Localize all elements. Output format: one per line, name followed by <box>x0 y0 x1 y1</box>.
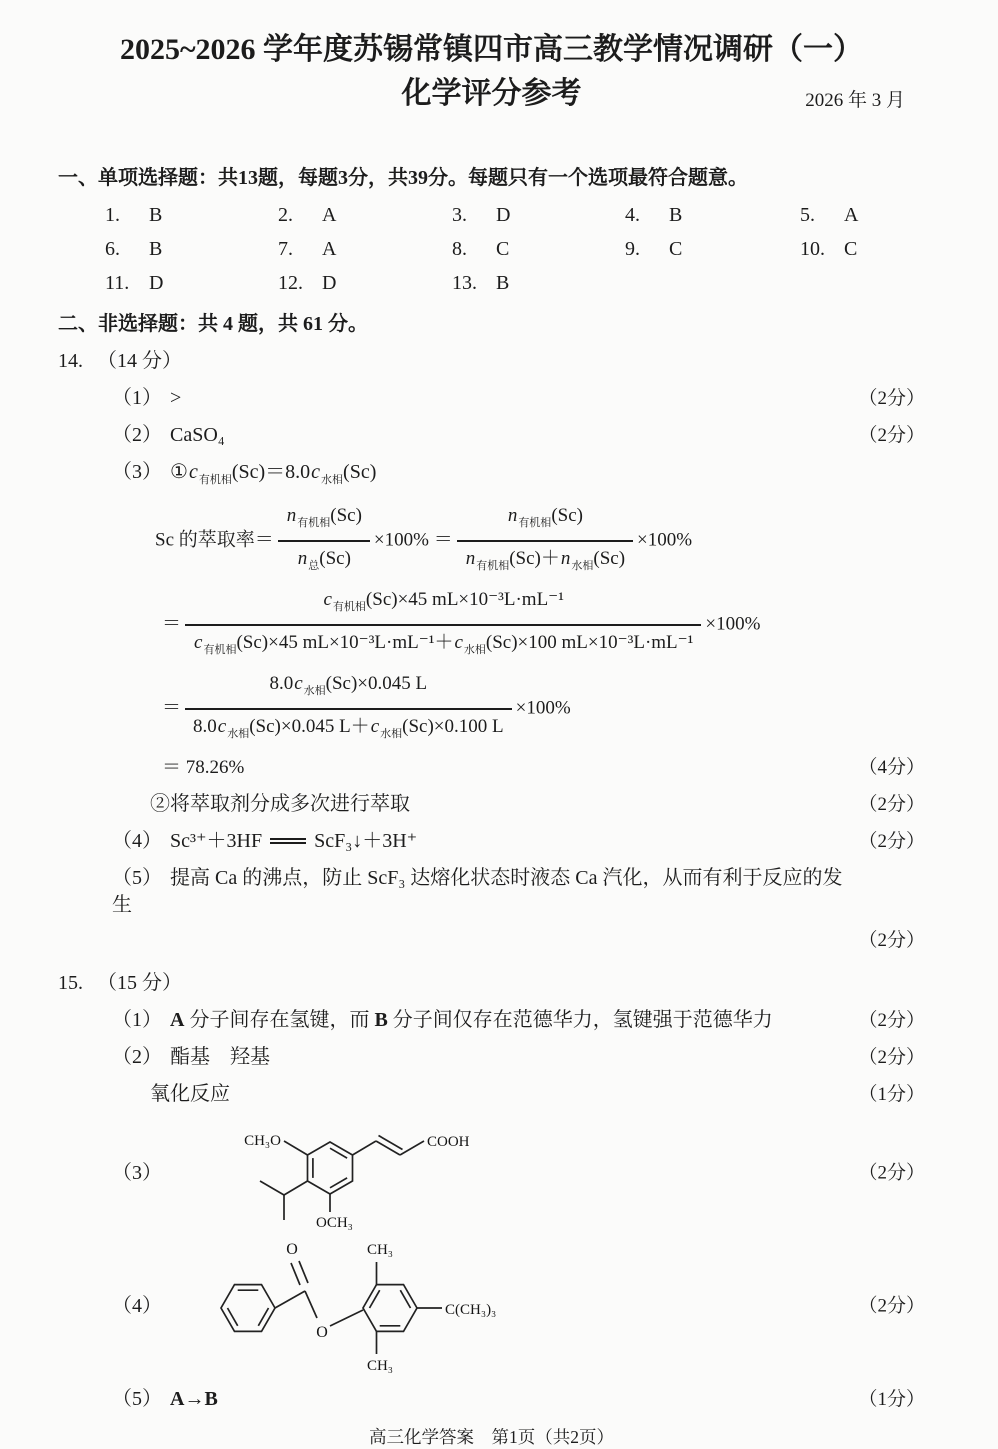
mc-answer-1 <box>105 198 278 232</box>
benzoate-ester-structure <box>170 1236 560 1376</box>
extraction-rate-result <box>58 754 925 781</box>
section1-heading: 一、单项选择题：共13题，每题3分，共39分。每题只有一个选项最符合题意。 <box>58 167 748 189</box>
q15-heading <box>58 970 925 997</box>
item-label: （4） <box>112 830 162 852</box>
q14-item-5-score: （2分） <box>858 930 925 951</box>
mc-number: 13. <box>452 272 477 294</box>
score-badge: （2分） <box>858 1010 925 1031</box>
answer-text: ②将萃取剂分成多次进行萃取 <box>150 793 410 815</box>
score-badge: （2分） <box>858 831 925 852</box>
methyl-top-label: CH₃ <box>366 1242 394 1258</box>
mc-number: 12. <box>278 272 303 294</box>
mc-number: 5. <box>800 204 815 226</box>
mc-answer-5 <box>800 198 925 232</box>
score-badge: （2分） <box>858 1047 925 1068</box>
mc-answer-6 <box>105 232 278 266</box>
methyl-bottom-label: CH₃ <box>366 1358 394 1374</box>
fraction: $\frac{8.0c_{水相}(Sc)\times 0.045 L}{8.0c_{水相}(Sc)\times 0.045 L+c_{水相}(Sc)\times 0.100 L}$ <box>185 670 512 748</box>
score-badge: （1分） <box>858 1084 925 1105</box>
mc-number: 8. <box>452 238 467 260</box>
q14-item-4 <box>58 828 925 855</box>
answer-text: A→B <box>170 1388 218 1410</box>
mc-answer-4 <box>625 198 800 232</box>
tert-butyl-label: C(CH₃)₃ <box>445 1302 497 1318</box>
mc-letter: D <box>496 204 511 226</box>
mc-answer-9 <box>625 232 800 266</box>
mc-letter: B <box>149 204 163 226</box>
mc-number: 3. <box>452 204 467 226</box>
ester-oxygen-label: O <box>316 1324 328 1341</box>
item-label: （5） <box>112 867 162 889</box>
mc-number: 9. <box>625 238 640 260</box>
multiple-choice-answers <box>58 198 925 300</box>
mc-letter: B <box>149 238 163 260</box>
multiplier: ×100% <box>637 529 693 551</box>
score-badge: （2分） <box>858 388 925 409</box>
mc-letter: D <box>149 272 164 294</box>
q15-item-1 <box>58 1007 925 1034</box>
item-label: （1） <box>112 387 162 409</box>
mc-answer-8 <box>452 232 625 266</box>
multiplier: ×100% <box>515 697 571 719</box>
mc-letter: C <box>844 238 858 260</box>
mc-number: 11. <box>105 272 130 294</box>
mc-number: 6. <box>105 238 120 260</box>
mc-number: 4. <box>625 204 640 226</box>
formula-prefix: Sc 的萃取率＝ <box>155 529 274 551</box>
score-badge: （1分） <box>858 1389 925 1410</box>
score-badge: （2分） <box>858 1162 925 1184</box>
q15-item-2 <box>58 1044 925 1071</box>
mc-letter: C <box>669 238 683 260</box>
item-label: （3） <box>112 461 162 483</box>
answer-text: > <box>170 387 182 409</box>
mc-number: 10. <box>800 238 825 260</box>
mc-letter: A <box>844 204 859 226</box>
q15-item-4 <box>58 1236 925 1376</box>
answer-text: 提高 Ca 的沸点，防止 ScF₃ 达熔化状态时液态 Ca 汽化，从而有利于反应的发生 <box>112 867 843 916</box>
methoxy-bottom-label: OCH₃ <box>316 1215 353 1231</box>
item-label: （3） <box>112 1161 162 1184</box>
extraction-rate-line-1 <box>58 502 925 580</box>
q15-item-5 <box>58 1386 925 1413</box>
fraction: $\frac{n_{有机相}(Sc)}{n_总(Sc)}$ <box>278 502 370 580</box>
mc-answer-13 <box>452 266 625 300</box>
q14-item-1 <box>58 385 925 412</box>
mc-letter: D <box>322 272 337 294</box>
score-badge: （2分） <box>858 794 925 815</box>
mc-answer-11 <box>105 266 278 300</box>
concentration-relation-formula: $①c_{有机相}(Sc)=8.0c_{水相}(Sc)$ <box>170 461 377 486</box>
mc-letter: C <box>496 238 510 260</box>
mc-number: 2. <box>278 204 293 226</box>
equals-sign: ＝ <box>162 697 182 719</box>
carbonyl-oxygen-label: O <box>286 1241 298 1258</box>
q14-item-2 <box>58 422 925 449</box>
answer-text: A 分子间存在氢键，而 B 分子间仅存在范德华力，氢键强于范德华力 <box>170 1009 773 1031</box>
score-badge: （2分） <box>858 425 925 446</box>
extraction-rate-line-3 <box>58 670 925 748</box>
mc-letter: B <box>496 272 510 294</box>
mc-answer-12 <box>278 266 452 300</box>
methoxy-top-label: CH₃O <box>244 1133 281 1149</box>
q15-points: （15 分） <box>97 972 182 994</box>
fraction: $\frac{n_{有机相}(Sc)}{n_{有机相}(Sc)+n_{水相}(Sc)}$ <box>457 502 633 580</box>
result-value: ＝ 78.26% <box>162 757 245 778</box>
score-badge: （2分） <box>858 1295 925 1317</box>
page-footer: 高三化学答案 第1页（共2页） <box>369 1427 614 1447</box>
q14-item-3 <box>58 459 925 494</box>
score-badge: （4分） <box>858 757 925 778</box>
mc-letter: A <box>322 238 337 260</box>
item-label: （2） <box>112 1046 162 1068</box>
item-label: （4） <box>112 1294 162 1317</box>
page-title: 2025~2026 学年度苏锡常镇四市高三教学情况调研（一） <box>119 33 864 66</box>
equals-sign: ＝ <box>162 613 182 635</box>
q15-item-2b <box>58 1081 925 1108</box>
mc-answer-7 <box>278 232 452 266</box>
section2-heading: 二、非选择题：共 4 题，共 61 分。 <box>58 313 368 335</box>
q14-item-5 <box>58 865 925 919</box>
mc-answer-10 <box>800 232 925 266</box>
q15-number: 15. <box>58 972 83 994</box>
mc-number: 7. <box>278 238 293 260</box>
carboxyl-label: COOH <box>427 1134 470 1150</box>
mc-answer-3 <box>452 198 625 232</box>
mc-answer-2 <box>278 198 452 232</box>
answer-text: 氧化反应 <box>150 1083 230 1105</box>
answer-text: CaSO₄ <box>170 424 225 446</box>
mc-letter: B <box>669 204 683 226</box>
multiplier: ×100% <box>373 529 429 551</box>
answer-text: 酯基 羟基 <box>170 1046 270 1068</box>
cinnamic-acid-structure <box>170 1114 490 1232</box>
q14-number: 14. <box>58 350 83 372</box>
ionic-equation: Sc³⁺＋3HF ScF₃↓＋3H⁺ <box>170 830 418 852</box>
exam-date: 2026 年 3 月 <box>805 90 905 111</box>
item-label: （5） <box>112 1388 162 1410</box>
q14-item-3-step2 <box>58 791 925 818</box>
q14-points: （14 分） <box>97 350 182 372</box>
fraction: $\frac{c_{有机相}(Sc)\times 45 mL\times 10^{-3}L\cdot mL^{-1}}{c_{有机相}(Sc)\times 45 mL\times 10^{-3}L\cdot mL^{-1}+c_{水相}(Sc)\times 100 mL\times 10^{-3}L\cdot mL^{-1}}$ <box>185 586 701 664</box>
page-subtitle: 化学评分参考 <box>401 77 582 110</box>
extraction-rate-line-2 <box>58 586 925 664</box>
item-label: （2） <box>112 424 162 446</box>
item-label: （1） <box>112 1009 162 1031</box>
subtitle-row <box>58 72 925 118</box>
q14-heading <box>58 348 925 375</box>
mc-number: 1. <box>105 204 120 226</box>
q15-item-3 <box>58 1114 925 1232</box>
mc-letter: A <box>322 204 337 226</box>
multiplier: ×100% <box>705 613 761 635</box>
equals-sign: ＝ <box>433 529 453 551</box>
